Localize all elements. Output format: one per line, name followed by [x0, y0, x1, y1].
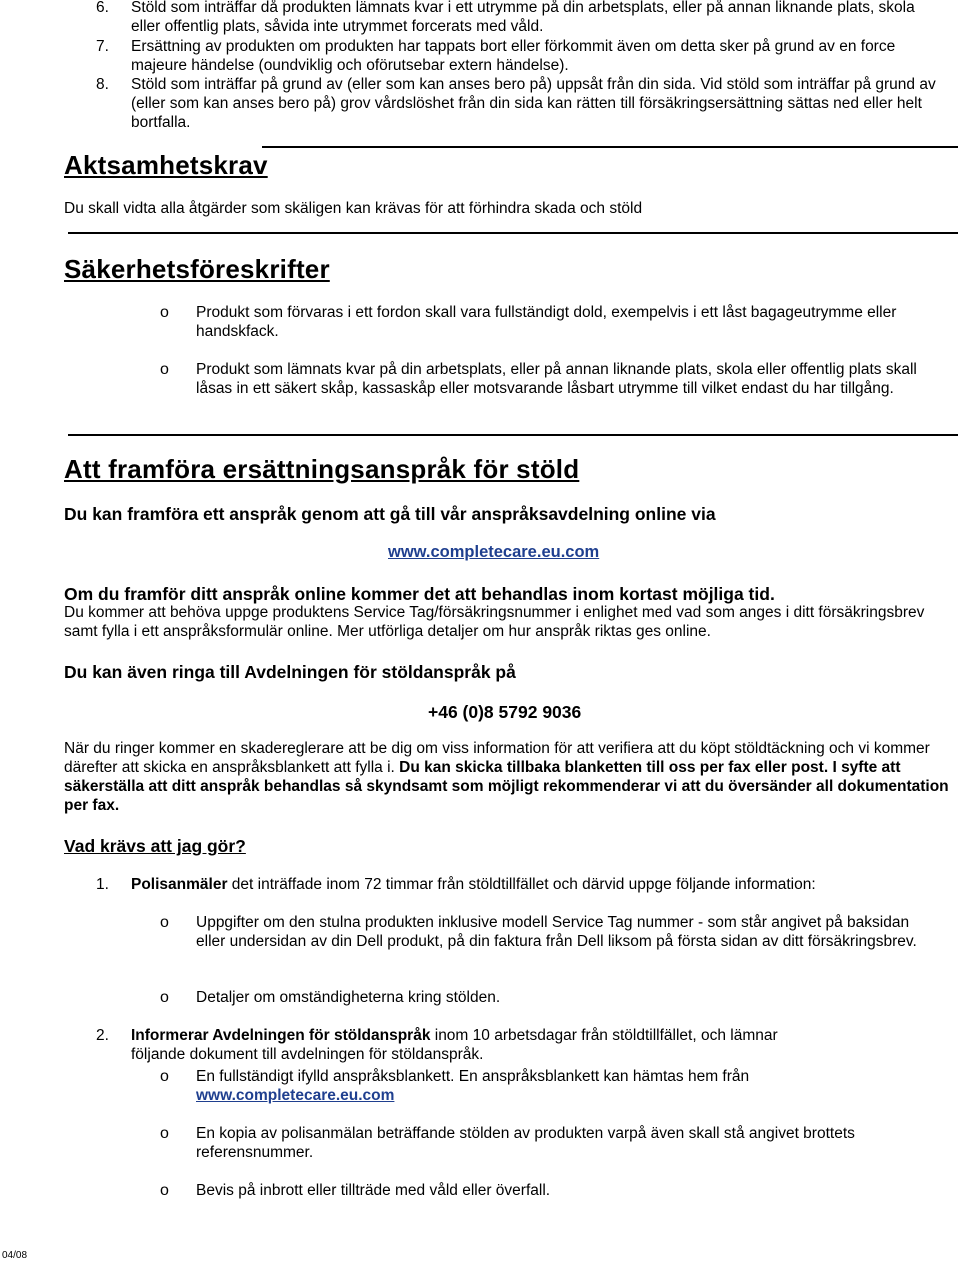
- aktsamhet-text: Du skall vidta alla åtgärder som skäligen kan krävas för att förhindra skada och stöld: [64, 200, 643, 217]
- bullet-marker: o: [160, 1068, 169, 1085]
- bullet-marker: o: [160, 914, 169, 931]
- claims-online-text: Du kommer att behöva uppge produktens Service Tag/försäkringsnummer i enlighet med vad som anges i ditt försäkringsbrev samt fylla i ett anspråksformulär online. Mer utförliga detaljer om hur anspråk riktas ges online.: [64, 604, 925, 640]
- bullet-marker: o: [160, 304, 169, 321]
- step-2-item-1-text: En fullständigt ifylld anspråksblankett. En anspråksblankett kan hämtas hem från: [196, 1068, 750, 1085]
- bullet-marker: o: [160, 1125, 169, 1142]
- sakerhet-item-1: Produkt som förvaras i ett fordon skall vara fullständigt dold, exempelvis i ett låst bagageutrymme eller handskfack.: [196, 304, 897, 340]
- aktsamhet-heading: Aktsamhetskrav: [64, 150, 268, 180]
- claims-online-intro: Du kan framföra ett anspråk genom att gå till vår anspråksavdelning online via: [64, 504, 716, 524]
- step-1-text: [131, 875, 946, 894]
- step-2-item-2: En kopia av polisanmälan beträffande stölden av produkten varpå även skall stå angivet brottets referensnummer.: [196, 1125, 855, 1161]
- item-8-number: 8.: [96, 76, 109, 93]
- call-bold-fax: Du kan skicka tillbaka blanketten till oss per fax eller post.: [399, 759, 829, 776]
- item-6-number: 6.: [96, 0, 109, 16]
- item-6-text: Stöld som inträffar då produkten lämnats kvar i ett utrymme på din arbetsplats, eller på annan liknande plats, skola eller offentlig plats, såvida inte utrymmet forcerats med våld.: [131, 0, 915, 35]
- step-2-item-3: Bevis på inbrott eller tillträde med våld eller överfall.: [196, 1182, 551, 1199]
- call-text: När du ringer kommer en skadereglerare att be dig om viss information för att verifiera att du köpt stöldtäckning och vi kommer därefter att skicka en anspråksblankett att fylla i.: [64, 740, 930, 776]
- step-2-item-1: [196, 1067, 956, 1105]
- step-2-bold: Informerar Avdelningen för stöldanspråk: [131, 1027, 431, 1044]
- claims-call-text: [64, 739, 949, 815]
- step-1-item-1: Uppgifter om den stulna produkten inklusive modell Service Tag nummer - som står angivet på baksidan eller undersidan av din Dell produkt, på din faktura från Dell liksom på första sidan av ditt försäkringsbrev.: [196, 914, 917, 950]
- claims-online-bold: Om du framför ditt anspråk online kommer det att behandlas inom kortast möjliga tid.: [64, 584, 775, 604]
- bullet-marker: o: [160, 1182, 169, 1199]
- item-7-number: 7.: [96, 38, 109, 55]
- step-2-item-1-link[interactable]: www.completecare.eu.com: [196, 1087, 395, 1104]
- section-divider: [68, 232, 958, 234]
- call-bold-recommend: I syfte att säkerställa att ditt anspråk behandlas så skyndsamt som möjligt rekommenderar vi att du översänder all dokumentation per fax.: [64, 759, 949, 814]
- section-divider: [68, 434, 958, 436]
- bullet-marker: o: [160, 989, 169, 1006]
- claims-phone-intro: Du kan även ringa till Avdelningen för stöldanspråk på: [64, 662, 516, 682]
- item-8-text: Stöld som inträffar på grund av (eller som kan anses bero på) uppsåt från din sida. Vid stöld som inträffar på grund av (eller som kan anses bero på) grov vårdslöshet från din sida kan rätten till försäkringsersättning sättas ned eller helt bortfalla.: [131, 76, 936, 131]
- claims-phone-number: +46 (0)8 5792 9036: [428, 702, 582, 722]
- step-1-number: 1.: [96, 876, 109, 893]
- page-footer: 04/08: [2, 1250, 28, 1261]
- section-divider: [262, 146, 958, 148]
- claims-url-link[interactable]: [388, 543, 599, 562]
- bullet-marker: o: [160, 361, 169, 378]
- item-7-text: Ersättning av produkten om produkten har tappats bort eller förkommit även om detta sker på grund av en force majeure händelse (oundviklig och oförutsebar extern händelse).: [131, 38, 896, 74]
- sakerhet-item-2: Produkt som lämnats kvar på din arbetsplats, eller på annan liknande plats, skola eller offentlig plats skall låsas in ett säkert skåp, kassaskåp eller motsvarande låsbart utrymme till vilket endast du har tillgång.: [196, 361, 917, 397]
- step-2-rest: inom 10 arbetsdagar från stöldtillfället, och lämnar följande dokument till avdelningen för stöldanspråk.: [131, 1027, 778, 1063]
- steps-heading: Vad krävs att jag gör?: [64, 836, 246, 856]
- step-2-text: [131, 1026, 831, 1064]
- claims-heading: Att framföra ersättningsanspråk för stöld: [64, 454, 580, 484]
- step-1-item-2: Detaljer om omständigheterna kring stölden.: [196, 989, 501, 1006]
- step-2-number: 2.: [96, 1027, 109, 1044]
- step-1-bold: Polisanmäler: [131, 876, 228, 893]
- claims-url[interactable]: www.completecare.eu.com: [388, 543, 600, 561]
- sakerhet-heading: Säkerhetsföreskrifter: [64, 254, 330, 284]
- step-1-rest: det inträffade inom 72 timmar från stöldtillfället och därvid uppge följande information:: [227, 876, 816, 893]
